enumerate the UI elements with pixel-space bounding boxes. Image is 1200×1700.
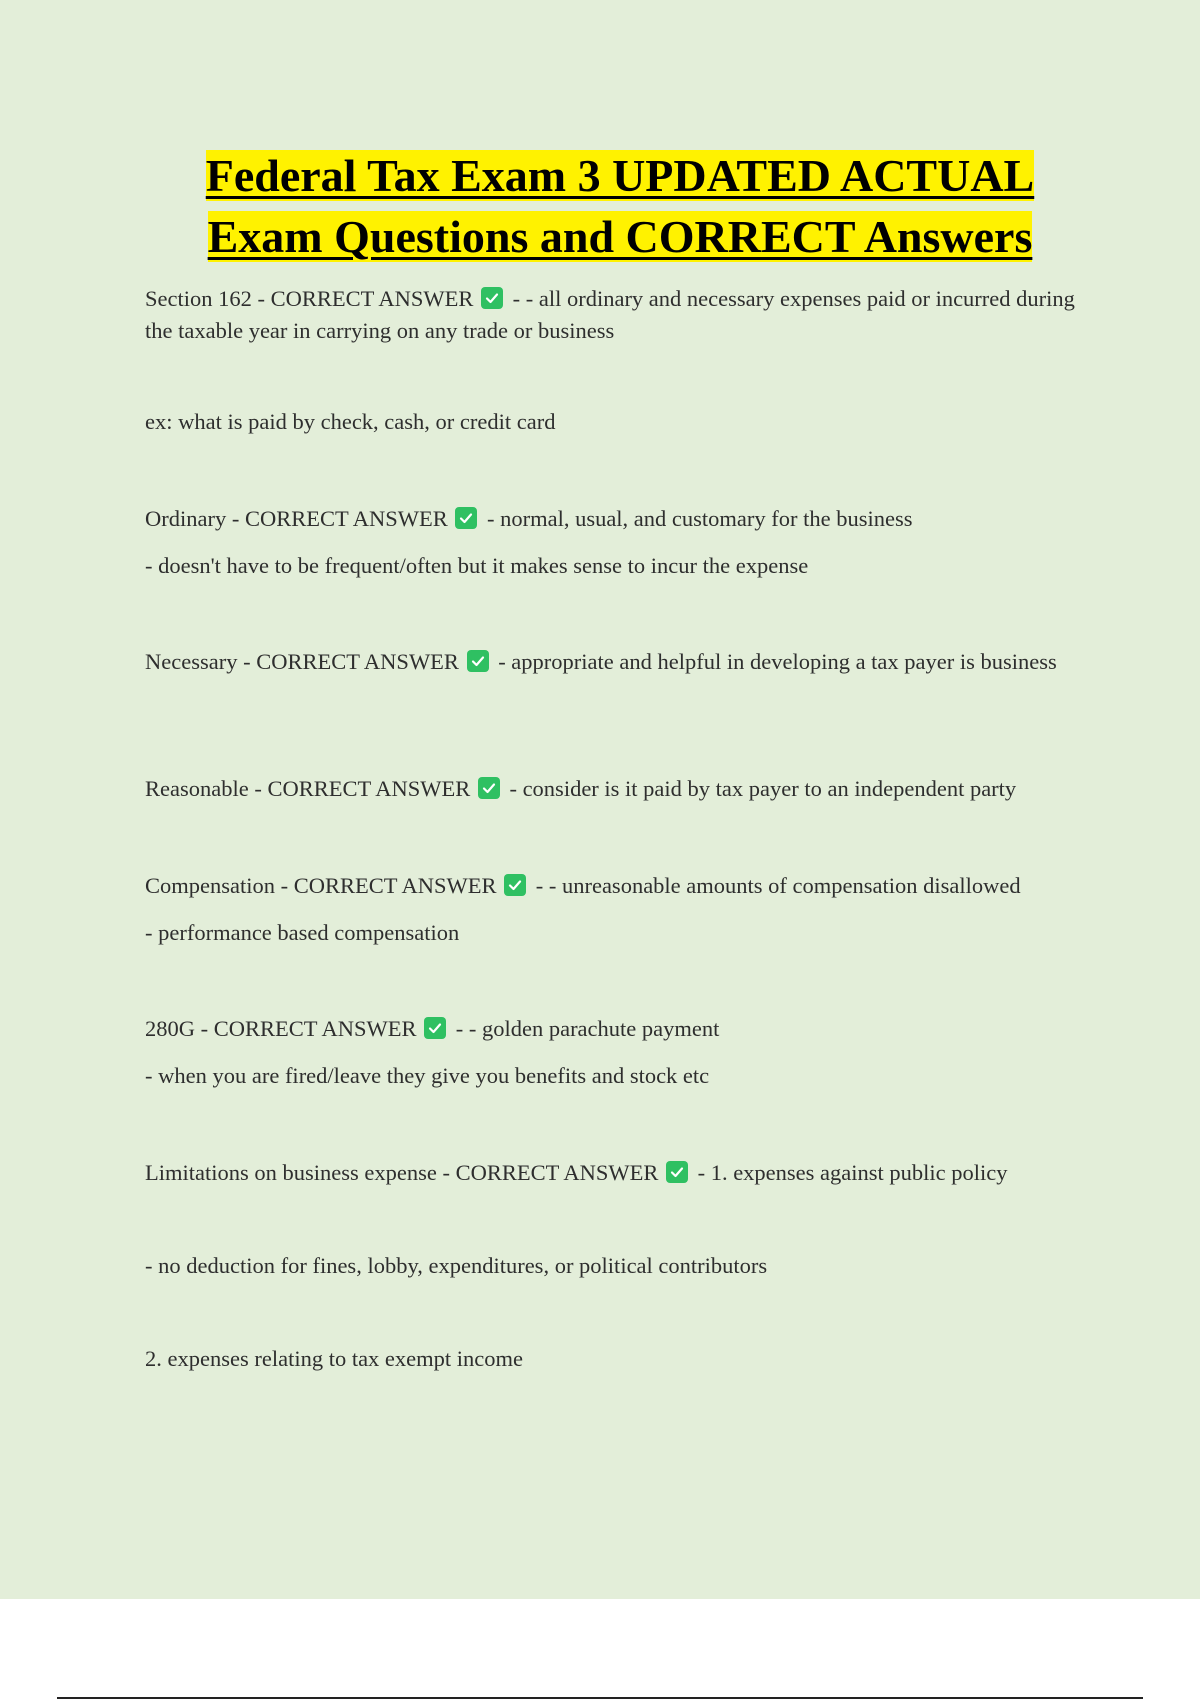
- check-box-icon: [504, 874, 526, 896]
- answer: - consider is it paid by tax payer to an independent party: [509, 776, 1017, 801]
- check-box-icon: [424, 1017, 446, 1039]
- title-line-2: Exam Questions and CORRECT Answers: [207, 211, 1033, 262]
- answer: - appropriate and helpful in developing a tax payer is business: [498, 649, 1057, 674]
- qa-entry-section-162: [145, 283, 1085, 347]
- qa-note: - no deduction for fines, lobby, expenditures, or political contributors: [145, 1253, 768, 1278]
- qa-entry-compensation: [145, 870, 1085, 902]
- qa-note: - doesn't have to be frequent/often but it makes sense to incur the expense: [145, 553, 809, 578]
- qa-entry-reasonable: [145, 773, 1085, 805]
- qa-note: - when you are fired/leave they give you benefits and stock etc: [145, 1063, 710, 1088]
- check-box-icon: [478, 777, 500, 799]
- qa-note: ex: what is paid by check, cash, or credit card: [145, 409, 556, 434]
- term: Limitations on business expense - CORRECT ANSWER: [145, 1160, 659, 1185]
- qa-note: - performance based compensation: [145, 920, 460, 945]
- check-box-icon: [467, 650, 489, 672]
- qa-entry-necessary: [145, 646, 1085, 678]
- answer: - - unreasonable amounts of compensation disallowed: [535, 873, 1021, 898]
- footer-divider: [57, 1697, 1143, 1699]
- check-box-icon: [666, 1161, 688, 1183]
- term: Reasonable - CORRECT ANSWER: [145, 776, 471, 801]
- term: Compensation - CORRECT ANSWER: [145, 873, 497, 898]
- answer: - - golden parachute payment: [455, 1016, 720, 1041]
- term: Section 162 - CORRECT ANSWER: [145, 286, 474, 311]
- check-box-icon: [481, 287, 503, 309]
- title-line-1: Federal Tax Exam 3 UPDATED ACTUAL: [205, 150, 1035, 201]
- qa-entry-ordinary: [145, 503, 1085, 535]
- document-title: [60, 145, 1180, 267]
- term: 280G - CORRECT ANSWER: [145, 1016, 417, 1041]
- answer: - - all ordinary and necessary expenses paid or incurred during the taxable year in carrying on any trade or business: [145, 286, 1075, 343]
- qa-note: 2. expenses relating to tax exempt income: [145, 1346, 524, 1371]
- term: Ordinary - CORRECT ANSWER: [145, 506, 448, 531]
- answer: - normal, usual, and customary for the business: [486, 506, 913, 531]
- check-box-icon: [455, 507, 477, 529]
- answer: - 1. expenses against public policy: [697, 1160, 1008, 1185]
- qa-entry-limitations: [145, 1157, 1085, 1189]
- term: Necessary - CORRECT ANSWER: [145, 649, 459, 674]
- qa-entry-280g: [145, 1013, 1085, 1045]
